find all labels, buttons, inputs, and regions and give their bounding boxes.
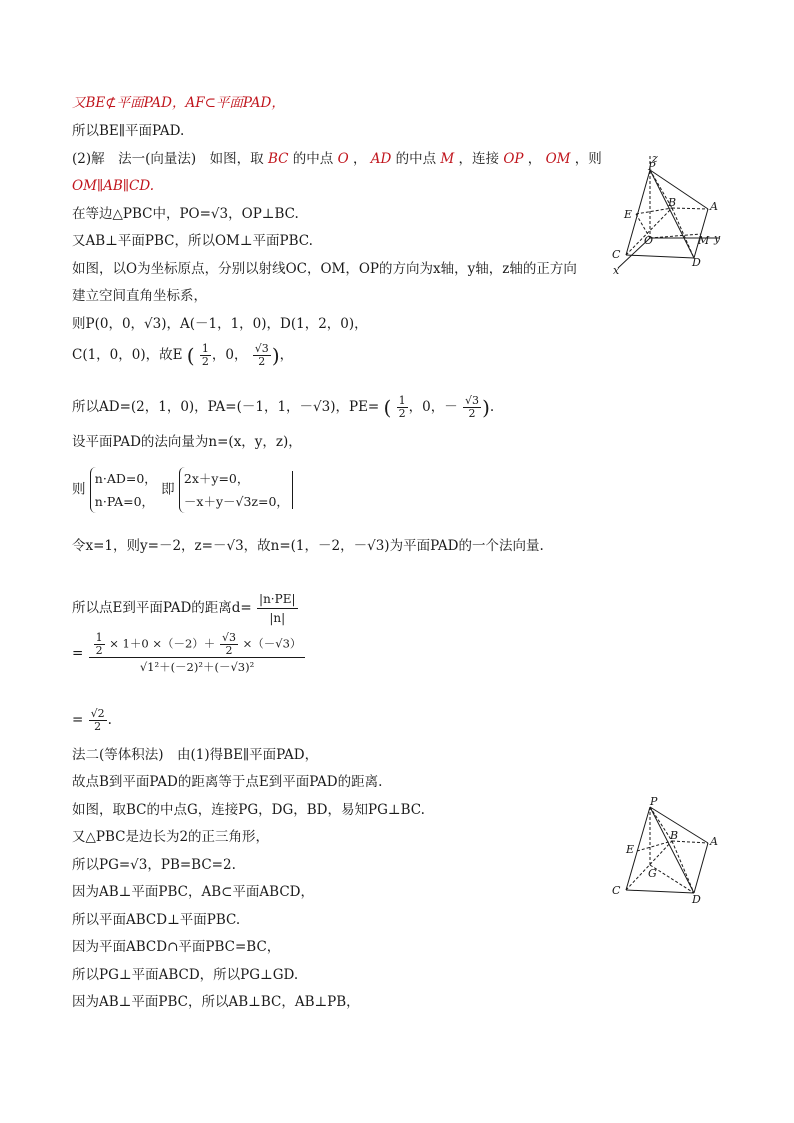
fraction: $\frac{√3}{2}$ xyxy=(221,631,236,657)
line-10: C(1，0，0)，故E ( $\frac{1}{2}$ ，0， $\frac{√3}{2}$ )， xyxy=(72,342,294,368)
figure-2-pyramid xyxy=(608,795,728,910)
text: 即 xyxy=(161,481,175,498)
text: 因为AB⊥平面PBC，所以AB⊥BC，AB⊥PB， xyxy=(72,994,360,1010)
text: 因为平面ABCD∩平面PBC=BC， xyxy=(72,939,281,955)
label-e: E xyxy=(624,208,633,221)
line-5 xyxy=(72,204,299,224)
fraction: $\frac{1}{2}$ xyxy=(95,631,103,657)
label-c: C xyxy=(612,884,621,897)
text: M xyxy=(440,151,455,167)
line-9 xyxy=(72,314,368,334)
line-24 xyxy=(72,910,240,930)
label-p: P xyxy=(648,160,656,173)
label-e: E xyxy=(626,843,635,856)
text: ， xyxy=(352,151,367,167)
text: = xyxy=(72,712,84,728)
text: 在等边△PBC中，PO=√3，OP⊥BC. xyxy=(72,206,299,222)
text: 所以AD=(2，1，0)，PA=(－1，1，－√3)，PE= xyxy=(72,399,380,415)
text: 因为AB⊥平面PBC，AB⊂平面ABCD， xyxy=(72,884,315,900)
text: 建立空间直角坐标系， xyxy=(72,288,207,304)
text: OM xyxy=(545,151,571,167)
line-8 xyxy=(72,286,207,306)
label-m: M xyxy=(698,234,710,247)
figure-1-pyramid-coordinates xyxy=(608,148,728,278)
label-b: B xyxy=(668,196,677,209)
line-19 xyxy=(72,772,382,792)
text: (2)解 法一(向量法) 如图，取 xyxy=(72,151,264,167)
text: 又△PBC是边长为2的正三角形， xyxy=(72,829,270,845)
text: 如图，以O为坐标原点，分别以射线OC，OM，OP的方向为x轴，y轴，z轴的正方向 xyxy=(72,261,577,277)
line-13 xyxy=(72,467,293,513)
line-20 xyxy=(72,800,425,820)
label-g: G xyxy=(648,867,657,880)
text: 又BE⊄平面PAD，AF⊂平面PAD， xyxy=(72,95,285,111)
text: 则 xyxy=(72,481,86,498)
line-6 xyxy=(72,231,313,251)
text: 所以BE∥平面PAD. xyxy=(72,123,185,139)
label-y: y xyxy=(714,232,721,245)
label-a: A xyxy=(710,835,718,848)
label-a: A xyxy=(710,200,718,213)
text: 故点B到平面PAD的距离等于点E到平面PAD的距离. xyxy=(72,774,383,790)
fraction: $\frac{1}{2}$ xyxy=(201,342,209,368)
label-d: D xyxy=(692,893,701,906)
fraction: $\frac{√2}{2}$ xyxy=(90,707,105,733)
line-26 xyxy=(72,965,298,985)
line-16: = $\frac{1}{2}$ × 1＋0 ×（－2）＋ $\frac{√3}{2}$ ×（－√3） √1²＋(－2)²＋(－√3)² xyxy=(72,632,306,676)
line-2 xyxy=(72,121,184,141)
text: BC xyxy=(267,151,289,167)
text: 所以点E到平面PAD的距离d= xyxy=(72,600,252,616)
line-21 xyxy=(72,827,269,847)
text: 设平面PAD的法向量为n=(x，y，z)， xyxy=(72,434,302,450)
label-z: z xyxy=(652,152,658,165)
text: O xyxy=(337,151,349,167)
text: 所以PG⊥平面ABCD，所以PG⊥GD. xyxy=(72,967,299,983)
text: 法二(等体积法) 由(1)得BE∥平面PAD， xyxy=(72,747,319,763)
line-23 xyxy=(72,882,314,902)
line-7 xyxy=(72,259,577,279)
line-18 xyxy=(72,745,318,765)
text: ，连接 xyxy=(458,151,500,167)
text: ， xyxy=(527,151,542,167)
text: 又AB⊥平面PBC，所以OM⊥平面PBC. xyxy=(72,233,313,249)
line-3 xyxy=(72,149,602,169)
text: 则P(0，0，√3)，A(－1，1，0)，D(1，2，0)， xyxy=(72,316,368,332)
line-27 xyxy=(72,992,360,1012)
text: 所以PG=√3，PB=BC=2. xyxy=(72,857,236,873)
line-1 xyxy=(72,93,285,113)
line-15 xyxy=(72,590,299,627)
fraction: $\frac{√3}{2}$ xyxy=(465,394,480,420)
text: ，则 xyxy=(574,151,602,167)
line-22 xyxy=(72,855,236,875)
text: 的中点 xyxy=(395,151,437,167)
equation-system-2: 2x＋y=0， －x＋y－√3z=0， xyxy=(179,467,289,513)
text: 的中点 xyxy=(292,151,334,167)
line-11: 所以AD=(2，1，0)，PA=(－1，1，－√3)，PE= ( $\frac{1}{2}$ ，0，－ $\frac{√3}{2}$ ). xyxy=(72,394,495,420)
label-p: P xyxy=(650,795,658,808)
line-25 xyxy=(72,937,280,957)
equation-system-1: n·AD=0， n·PA=0， xyxy=(90,467,157,513)
line-14 xyxy=(72,536,544,556)
text: C(1，0，0)，故E xyxy=(72,347,183,363)
text: OM∥AB∥CD. xyxy=(72,178,154,194)
text: 所以平面ABCD⊥平面PBC. xyxy=(72,912,241,928)
text: 如图，取BC的中点G，连接PG，DG，BD，易知PG⊥BC. xyxy=(72,802,425,818)
text: 令x=1，则y=－2，z=－√3，故n=(1，－2，－√3)为平面PAD的一个法向量. xyxy=(72,538,544,554)
distance-fraction: $\frac{|n\cdot PE|}{|n|}$ xyxy=(259,592,296,625)
line-4 xyxy=(72,176,154,196)
text: AD xyxy=(370,151,392,167)
label-d: D xyxy=(692,256,701,269)
label-c: C xyxy=(612,248,621,261)
label-b: B xyxy=(670,829,679,842)
line-17: = $\frac{√2}{2}$ . xyxy=(72,707,112,733)
text: OP xyxy=(503,151,524,167)
fraction: $\frac{√3}{2}$ xyxy=(254,342,269,368)
line-12 xyxy=(72,432,302,452)
label-x: x xyxy=(613,264,620,277)
label-o: O xyxy=(644,234,654,247)
big-fraction: $\frac{1}{2}$ × 1＋0 ×（－2）＋ $\frac{√3}{2}$ ×（－√3） √1²＋(－2)²＋(－√3)² xyxy=(89,632,306,676)
fraction: $\frac{1}{2}$ xyxy=(398,394,406,420)
